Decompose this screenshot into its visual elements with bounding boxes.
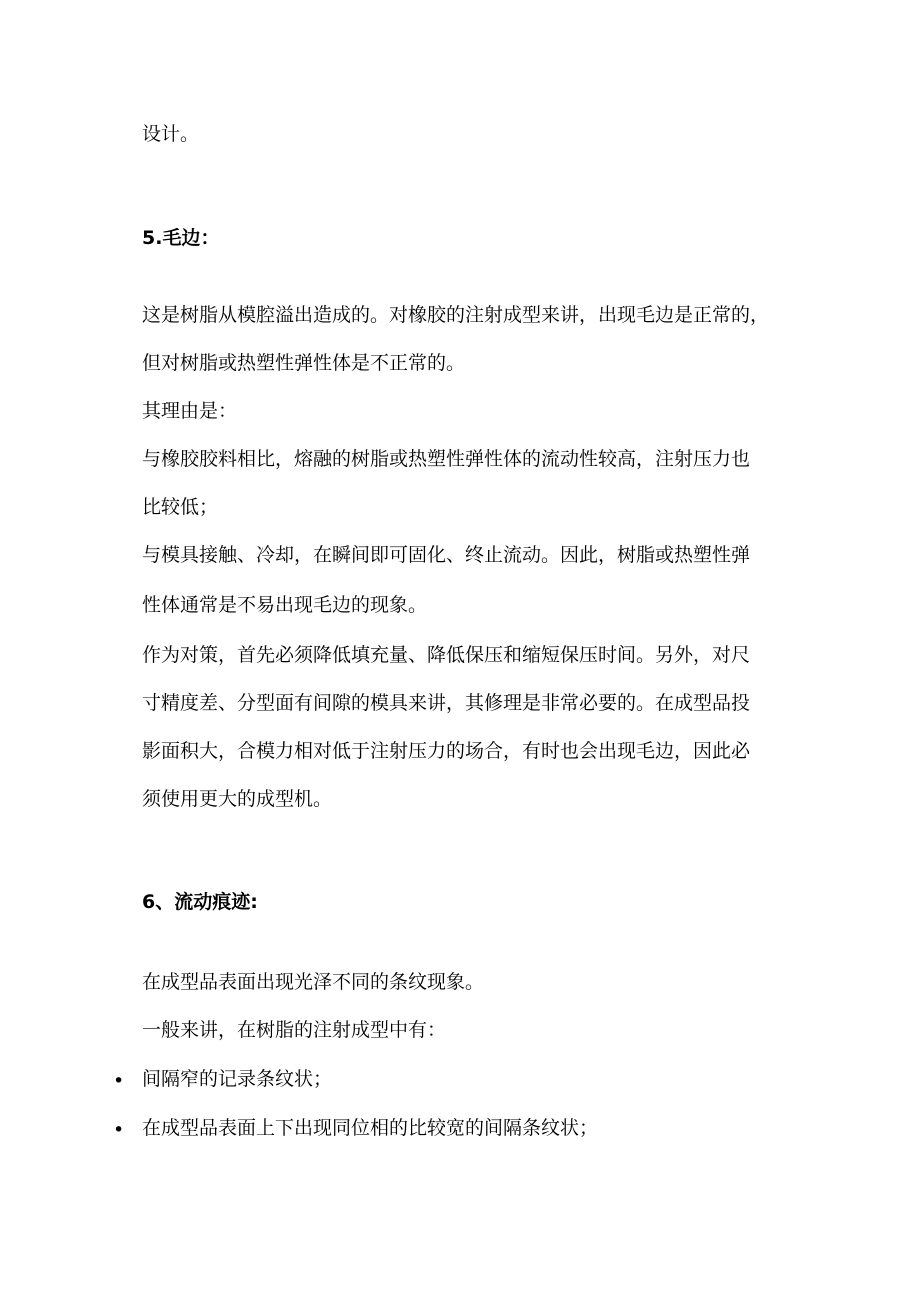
- section-5-line-10: 影面积大，合模力相对低于注射压力的场合，有时也会出现毛边，因此必: [142, 740, 751, 762]
- bullet-item-2: 在成型品表面上下出现同位相的比较宽的间隔条纹状；: [142, 1117, 599, 1139]
- section-5-line-2: 但对树脂或热塑性弹性体是不正常的。: [142, 352, 466, 374]
- section-6-line-1: 在成型品表面出现光泽不同的条纹现象。: [142, 971, 485, 993]
- intro-tail-text: 设计。: [142, 123, 200, 145]
- section-5-line-9: 寸精度差、分型面有间隙的模具来讲，其修理是非常必要的。在成型品投: [142, 692, 751, 714]
- section-6-heading: 6、流动痕迹:: [142, 891, 258, 913]
- section-5-line-11: 须使用更大的成型机。: [142, 788, 333, 810]
- section-5-line-5: 比较低；: [142, 496, 219, 518]
- bullet-dot-icon: •: [113, 1119, 125, 1141]
- section-5-line-7: 性体通常是不易出现毛边的现象。: [142, 594, 428, 616]
- section-5-line-3: 其理由是：: [142, 400, 238, 422]
- section-5-line-4: 与橡胶胶料相比，熔融的树脂或热塑性弹性体的流动性较高，注射压力也: [142, 448, 751, 470]
- section-5-line-6: 与模具接触、冷却，在瞬间即可固化、终止流动。因此，树脂或热塑性弹: [142, 544, 751, 566]
- section-5-heading: 5.毛边：: [142, 227, 220, 249]
- section-5-line-8: 作为对策，首先必须降低填充量、降低保压和缩短保压时间。另外，对尺: [142, 644, 751, 666]
- section-5-line-1: 这是树脂从模腔溢出造成的。对橡胶的注射成型来讲，出现毛边是正常的，: [142, 304, 770, 326]
- section-6-line-2: 一般来讲，在树脂的注射成型中有：: [142, 1019, 447, 1041]
- bullet-item-1: 间隔窄的记录条纹状；: [142, 1068, 333, 1090]
- bullet-dot-icon: •: [113, 1070, 125, 1092]
